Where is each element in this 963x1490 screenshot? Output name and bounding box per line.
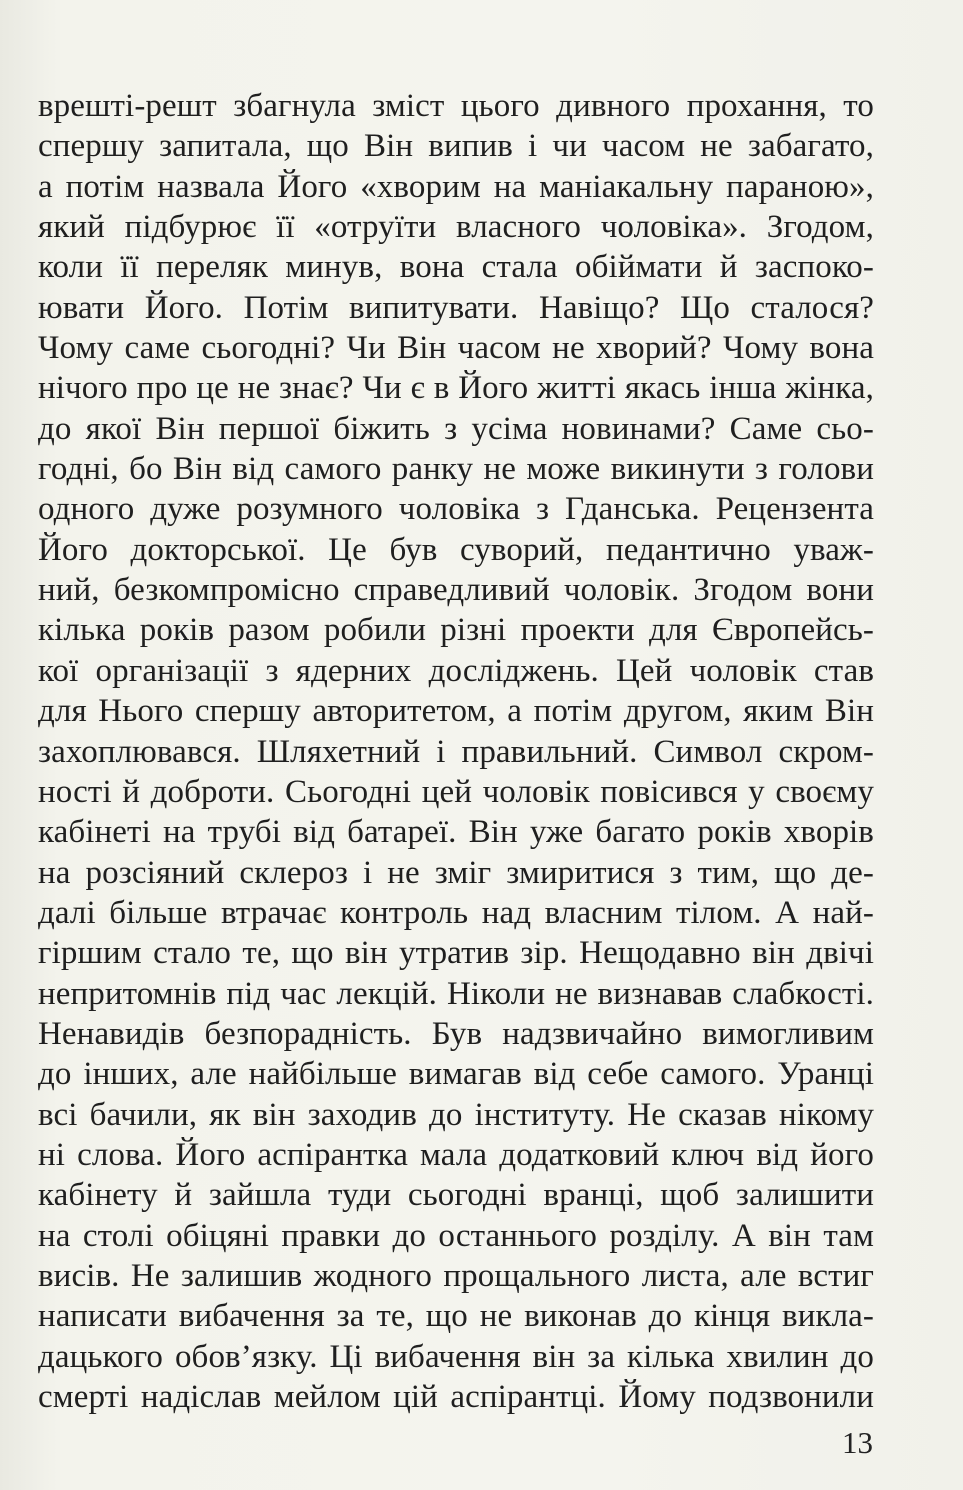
text-line: всі бачили, як він заходив до інституту. Не сказав нікому <box>38 1096 874 1133</box>
text-line: кабінеті на трубі від батареї. Він уже багато років хворів <box>38 814 874 851</box>
text-line: дацького обов’язку. Ці вибачення він за кілька хвилин до <box>38 1338 874 1375</box>
text-line: нічого про це не знає? Чи є в Його житті якась інша жінка, <box>38 370 874 407</box>
text-line: на розсіяний склероз і не зміг змиритися з тим, що де- <box>38 854 874 891</box>
text-line: висів. Не залишив жодного прощального листа, але встиг <box>38 1257 874 1294</box>
text-line: а потім назвала Його «хворим на маніакальну параною», <box>38 168 874 205</box>
text-line: ності й доброти. Сьогодні цей чоловік повісився у своєму <box>38 773 874 810</box>
text-line: який підбурює її «отруїти власного чоловіка». Згодом, <box>38 209 874 246</box>
text-line: Чому саме сьогодні? Чи Він часом не хворий? Чому вона <box>38 330 874 367</box>
text-line: ні слова. Його аспірантка мала додатковий ключ від його <box>38 1136 874 1173</box>
page-number: 13 <box>842 1425 873 1460</box>
text-line: кої організації з ядерних досліджень. Цей чоловік став <box>38 652 874 689</box>
text-line: одного дуже розумного чоловіка з Гданська. Рецензента <box>38 491 874 528</box>
text-line: непритомнів під час лекцій. Ніколи не визнавав слабкості. <box>38 975 874 1012</box>
text-line: кілька років разом робили різні проекти для Європейсь- <box>38 612 874 649</box>
text-line: гіршим стало те, що він утратив зір. Нещодавно він двічі <box>38 935 874 972</box>
text-line: захоплювався. Шляхетний і правильний. Символ скром- <box>38 733 874 770</box>
text-line: врешті-решт збагнула зміст цього дивного прохання, то <box>38 88 874 124</box>
text-line: коли її переляк минув, вона стала обіймати й заспоко- <box>38 249 874 286</box>
text-line: для Нього спершу авторитетом, а потім другом, яким Він <box>38 693 874 730</box>
text-line: кабінету й зайшла туди сьогодні вранці, щоб залишити <box>38 1177 874 1214</box>
text-line: Ненавидів безпорадність. Був надзвичайно вимогливим <box>38 1015 874 1052</box>
text-line: на столі обіцяні правки до останнього розділу. А він там <box>38 1217 874 1254</box>
text-line: смерті надіслав мейлом цій аспірантці. Йому подзвонили <box>38 1379 874 1415</box>
text-line: ний, безкомпромісно справедливий чоловік. Згодом вони <box>38 572 874 609</box>
text-line: далі більше втрачає контроль над власним тілом. А най- <box>38 894 874 931</box>
body-text <box>38 86 874 1417</box>
text-line: годні, бо Він від самого ранку не може викинути з голови <box>38 451 874 488</box>
text-line: спершу запитала, що Він випив і чи часом не забагато, <box>38 128 874 165</box>
text-line: до інших, але найбільше вимагав від себе самого. Уранці <box>38 1056 874 1093</box>
text-line: до якої Він першої біжить з усіма новинами? Саме сьо- <box>38 410 874 447</box>
text-line: написати вибачення за те, що не виконав до кінця викла- <box>38 1298 874 1335</box>
text-line: ювати Його. Потім випитувати. Навіщо? Що сталося? <box>38 289 874 326</box>
text-line: Його докторської. Це був суворий, педантично уваж- <box>38 531 874 568</box>
